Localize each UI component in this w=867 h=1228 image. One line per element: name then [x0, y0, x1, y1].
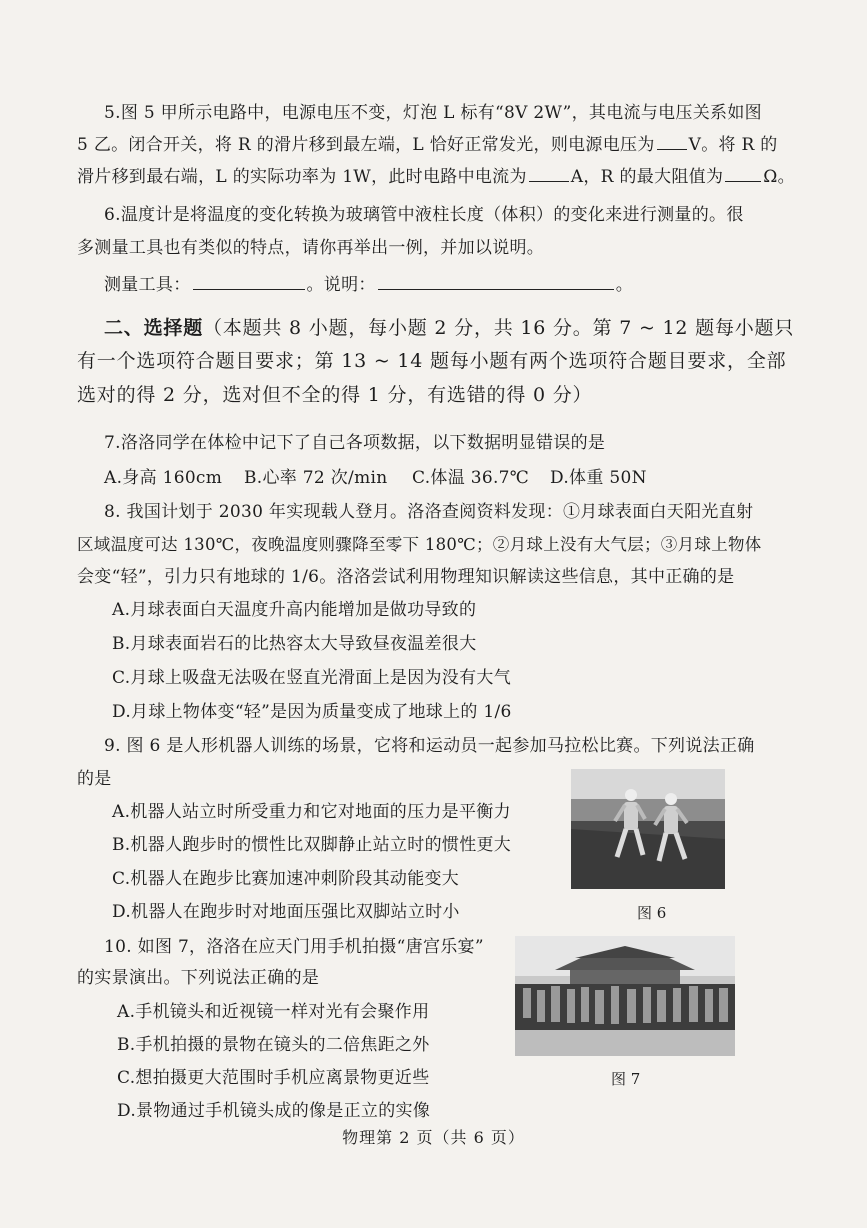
q9-option-a[interactable]: A.机器人站立时所受重力和它对地面的压力是平衡力 [112, 802, 511, 822]
answer-blank-current[interactable] [529, 165, 569, 182]
q9-line2: 的是 [77, 769, 112, 789]
section2-line2: 有一个选项符合题目要求；第 13 ~ 14 题每小题有两个选项符合题目要求，全部 [77, 350, 787, 372]
q8-option-b[interactable]: B.月球表面岩石的比热容太大导致昼夜温差很大 [112, 634, 477, 654]
q8-line1: 8. 我国计划于 2030 年实现载人登月。洛洛查阅资料发现：①月球表面白天阳光直射 [104, 502, 754, 522]
q8-option-d[interactable]: D.月球上物体变“轻”是因为质量变成了地球上的 1/6 [112, 702, 512, 722]
q10-option-b[interactable]: B.手机拍摄的景物在镜头的二倍焦距之外 [117, 1035, 430, 1055]
q6-end: 。 [615, 275, 634, 295]
q5-line3-mid: A，R 的最大阻值为 [570, 167, 724, 187]
q7-stem: 7.洛洛同学在体检中记下了自己各项数据，以下数据明显错误的是 [104, 433, 606, 453]
q6-tool-label: 测量工具： [104, 275, 191, 295]
q7-options [104, 466, 647, 490]
robot-running-image [571, 769, 725, 889]
q9-line1: 9. 图 6 是人形机器人训练的场景，它将和运动员一起参加马拉松比赛。下列说法正确 [104, 736, 755, 756]
q8-line2: 区域温度可达 130℃，夜晚温度则骤降至零下 180℃；②月球上没有大气层；③月球上物体 [77, 535, 762, 554]
q5-line2-unit: V。将 R 的 [688, 135, 778, 155]
figure-6-robot-photo [571, 769, 725, 889]
q5-line3-text: 滑片移到最右端，L 的实际功率为 1W，此时电路中电流为 [77, 167, 527, 187]
q9-option-d[interactable]: D.机器人在跑步时对地面压强比双脚站立时小 [112, 902, 460, 922]
q9-option-b[interactable]: B.机器人跑步时的惯性比双脚静止站立时的惯性更大 [112, 835, 512, 855]
figure-6-caption: 图 6 [637, 904, 667, 922]
q8-option-a[interactable]: A.月球表面白天温度升高内能增加是做功导致的 [112, 600, 477, 620]
q5-line1: 5.图 5 甲所示电路中，电源电压不变，灯泡 L 标有“8V 2W”，其电流与电压关系如图 [104, 103, 762, 123]
q5-line3-unit: Ω。 [763, 167, 795, 187]
q7-option-c[interactable]: C.体温 36.7℃ [412, 468, 530, 488]
figure-7-performance-photo [515, 936, 735, 1056]
q9-option-c[interactable]: C.机器人在跑步比赛加速冲刺阶段其动能变大 [112, 869, 460, 889]
q7-option-b[interactable]: B.心率 72 次/min [244, 468, 388, 488]
palace-performance-image [515, 936, 735, 1056]
q7-option-a[interactable]: A.身高 160cm [104, 468, 223, 488]
q5-line2-text: 5 乙。闭合开关，将 R 的滑片移到最左端，L 恰好正常发光，则电源电压为 [77, 135, 655, 155]
figure-7-caption: 图 7 [611, 1070, 641, 1088]
section2-title: 二、选择题 [104, 317, 204, 339]
answer-blank-explanation[interactable] [378, 273, 614, 290]
q10-line2: 的实景演出。下列说法正确的是 [77, 968, 320, 988]
section2-line3: 选对的得 2 分，选对但不全的得 1 分，有选错的得 0 分） [77, 384, 593, 406]
q8-line3: 会变“轻”，引力只有地球的 1/6。洛洛尝试利用物理知识解读这些信息，其中正确的是 [77, 567, 735, 587]
q8-option-c[interactable]: C.月球上吸盘无法吸在竖直光滑面上是因为没有大气 [112, 668, 512, 688]
q6-answer-line [104, 273, 633, 297]
q10-option-a[interactable]: A.手机镜头和近视镜一样对光有会聚作用 [117, 1002, 430, 1022]
section2-line1 [104, 316, 794, 340]
section2-intro: （本题共 8 小题，每小题 2 分，共 16 分。第 7 ~ 12 题每小题只 [203, 317, 795, 339]
q6-line2: 多测量工具也有类似的特点，请你再举出一例，并加以说明。 [77, 238, 545, 258]
q5-line3 [77, 165, 795, 189]
answer-blank-resistance[interactable] [725, 165, 761, 182]
answer-blank-voltage[interactable] [657, 133, 687, 150]
answer-blank-tool[interactable] [193, 273, 305, 290]
q10-line1: 10. 如图 7，洛洛在应天门用手机拍摄“唐宫乐宴” [104, 937, 484, 957]
page-footer: 物理第 2 页（共 6 页） [342, 1128, 525, 1147]
q10-option-d[interactable]: D.景物通过手机镜头成的像是正立的实像 [117, 1101, 431, 1121]
q6-line1: 6.温度计是将温度的变化转换为玻璃管中液柱长度（体积）的变化来进行测量的。很 [104, 205, 744, 225]
q10-option-c[interactable]: C.想拍摄更大范围时手机应离景物更近些 [117, 1068, 430, 1088]
q5-line2 [77, 133, 778, 157]
q7-option-d[interactable]: D.体重 50N [550, 468, 647, 488]
q6-explain-label: 。说明： [306, 275, 376, 295]
